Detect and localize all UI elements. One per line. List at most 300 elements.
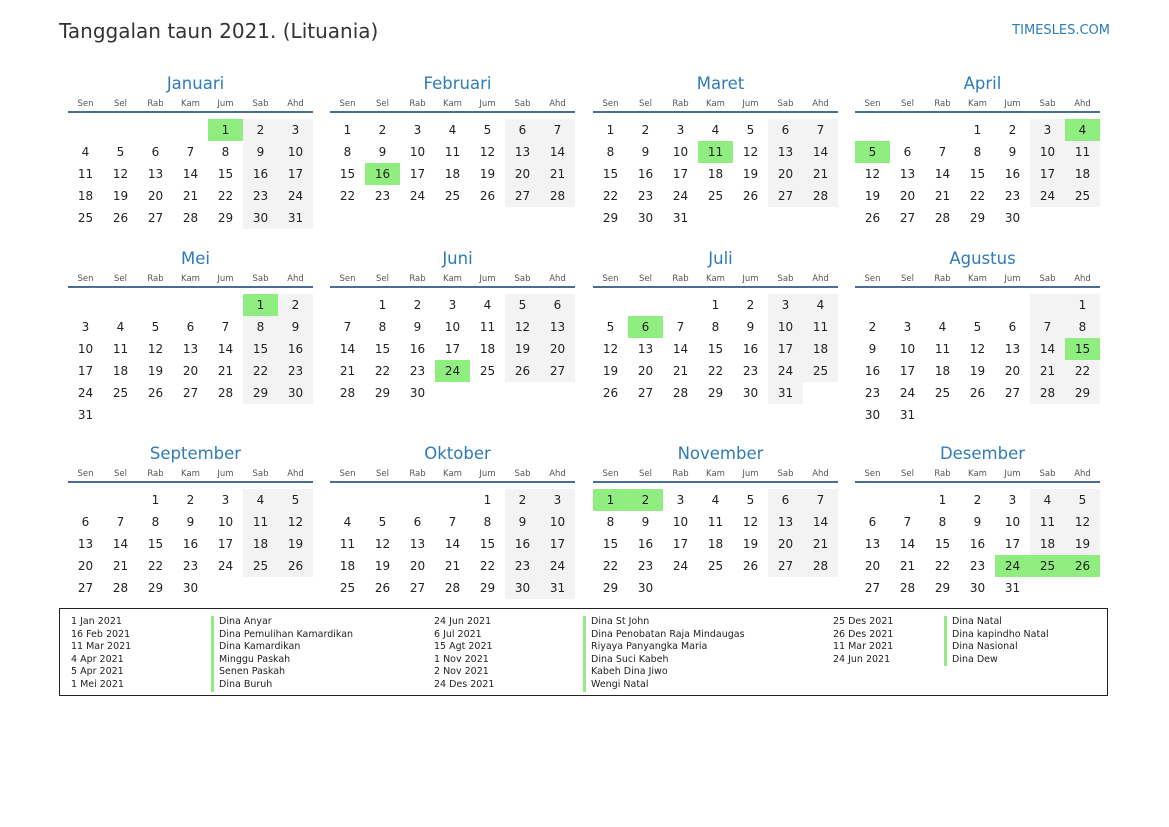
day-cell: 17 — [899, 364, 916, 378]
month-name: Januari — [166, 74, 225, 93]
day-cell: 25 — [934, 386, 951, 400]
day-cell: 1 — [973, 123, 982, 137]
day-cell: 11 — [243, 511, 278, 533]
weekday-header: Ahd — [803, 97, 838, 113]
weekday-header: Sel — [365, 467, 400, 483]
weekday-header: Ahd — [1065, 272, 1100, 288]
weekday-header: Ahd — [278, 467, 313, 483]
day-cell: 9 — [243, 141, 278, 163]
day-cell: 8 — [378, 320, 387, 334]
day-cell: 9 — [378, 145, 387, 159]
legend-holiday-name: Senen Paskah — [211, 666, 353, 679]
weekday-header: Rab — [138, 97, 173, 113]
day-cell: 13 — [768, 141, 803, 163]
day-cell: 27 — [409, 581, 426, 595]
site-link[interactable]: TIMESLES.COM — [1012, 23, 1110, 38]
day-cell: 27 — [540, 360, 575, 382]
weekday-header: Rab — [400, 467, 435, 483]
day-cell: 11 — [803, 316, 838, 338]
day-cell: 16 — [969, 537, 986, 551]
day-cell: 19 — [479, 167, 496, 181]
day-cell: 15 — [217, 167, 234, 181]
holiday-day: 1 — [593, 489, 628, 511]
day-cell: 10 — [768, 316, 803, 338]
day-cell: 23 — [969, 559, 986, 573]
empty-cell — [925, 294, 960, 316]
holiday-day: 15 — [1065, 338, 1100, 360]
month-name: Oktober — [424, 444, 491, 463]
weekday-header: Sab — [768, 272, 803, 288]
weekday-header: Rab — [663, 97, 698, 113]
day-cell: 2 — [973, 493, 982, 507]
weekday-header: Rab — [925, 272, 960, 288]
weekday-header: Sen — [68, 272, 103, 288]
weekday-header: Ahd — [803, 272, 838, 288]
day-cell: 26 — [112, 211, 129, 225]
day-cell: 6 — [186, 320, 195, 334]
empty-cell — [995, 294, 1030, 316]
empty-cell — [68, 489, 103, 511]
day-cell: 20 — [147, 189, 164, 203]
weekday-header: Sen — [330, 272, 365, 288]
day-cell: 1 — [938, 493, 947, 507]
day-cell: 10 — [409, 145, 426, 159]
day-cell: 12 — [1065, 511, 1100, 533]
day-cell: 24 — [768, 360, 803, 382]
day-cell: 5 — [973, 320, 982, 334]
day-cell: 18 — [444, 167, 461, 181]
day-cell: 10 — [77, 342, 94, 356]
day-cell: 14 — [339, 342, 356, 356]
legend-holiday-name: Dina Pemulihan Kamardikan — [211, 629, 353, 642]
holiday-day: 24 — [995, 555, 1030, 577]
legend-names-column — [583, 616, 745, 692]
day-cell: 5 — [746, 123, 755, 137]
holiday-legend — [59, 608, 1108, 696]
day-cell: 4 — [448, 123, 457, 137]
day-cell: 27 — [768, 555, 803, 577]
empty-cell — [68, 294, 103, 316]
day-cell: 24 — [278, 185, 313, 207]
day-cell: 25 — [77, 211, 94, 225]
day-cell: 18 — [77, 189, 94, 203]
empty-cell — [138, 119, 173, 141]
day-cell: 7 — [803, 119, 838, 141]
day-cell: 19 — [602, 364, 619, 378]
day-cell: 17 — [768, 338, 803, 360]
weekday-header: Sel — [103, 467, 138, 483]
legend-names-column — [211, 616, 353, 692]
day-cell: 3 — [221, 493, 230, 507]
day-cell: 2 — [1008, 123, 1017, 137]
month-name: Agustus — [949, 249, 1016, 268]
day-cell: 26 — [479, 189, 496, 203]
day-cell: 9 — [413, 320, 422, 334]
day-cell: 19 — [742, 537, 759, 551]
day-cell: 9 — [186, 515, 195, 529]
day-cell: 13 — [1004, 342, 1021, 356]
holiday-day: 11 — [698, 141, 733, 163]
empty-cell — [400, 489, 435, 511]
empty-cell — [593, 294, 628, 316]
weekday-header: Kam — [698, 272, 733, 288]
day-cell: 22 — [602, 559, 619, 573]
weekday-header: Sen — [330, 97, 365, 113]
weekday-header: Sen — [68, 97, 103, 113]
day-cell: 21 — [444, 559, 461, 573]
day-cell: 20 — [864, 559, 881, 573]
day-cell: 18 — [707, 537, 724, 551]
day-cell: 15 — [602, 537, 619, 551]
day-cell: 3 — [540, 489, 575, 511]
day-cell: 21 — [934, 189, 951, 203]
weekday-header: Ahd — [803, 467, 838, 483]
day-cell: 15 — [479, 537, 496, 551]
day-cell: 30 — [409, 386, 426, 400]
day-cell: 30 — [1004, 211, 1021, 225]
day-cell: 9 — [868, 342, 877, 356]
day-cell: 22 — [1065, 360, 1100, 382]
day-cell: 2 — [641, 123, 650, 137]
weekday-header: Sel — [890, 272, 925, 288]
day-cell: 12 — [147, 342, 164, 356]
day-cell: 17 — [1004, 537, 1021, 551]
day-cell: 26 — [602, 386, 619, 400]
holiday-day: 5 — [855, 141, 890, 163]
day-cell: 25 — [479, 364, 496, 378]
day-cell: 7 — [116, 515, 125, 529]
day-cell: 20 — [505, 163, 540, 185]
day-cell: 13 — [899, 167, 916, 181]
day-cell: 23 — [637, 189, 654, 203]
day-cell: 14 — [803, 511, 838, 533]
day-cell: 11 — [339, 537, 356, 551]
day-cell: 11 — [1065, 141, 1100, 163]
day-cell: 4 — [483, 298, 492, 312]
day-cell: 24 — [540, 555, 575, 577]
month-name: Desember — [939, 444, 1026, 463]
day-cell: 4 — [711, 123, 720, 137]
day-cell: 9 — [746, 320, 755, 334]
legend-holiday-name: Dina Penobatan Raja Mindaugas — [583, 629, 745, 642]
legend-holiday-name: Dina Suci Kabeh — [583, 654, 745, 667]
day-cell: 25 — [707, 559, 724, 573]
day-cell: 20 — [409, 559, 426, 573]
day-cell: 8 — [606, 515, 615, 529]
day-cell: 22 — [602, 189, 619, 203]
empty-cell — [208, 294, 243, 316]
day-cell: 13 — [505, 141, 540, 163]
weekday-header: Ahd — [540, 97, 575, 113]
day-cell: 20 — [1004, 364, 1021, 378]
month-februari — [330, 73, 575, 207]
weekday-header: Sel — [890, 467, 925, 483]
day-cell: 26 — [374, 581, 391, 595]
day-cell: 17 — [77, 364, 94, 378]
day-cell: 17 — [217, 537, 234, 551]
day-cell: 27 — [864, 581, 881, 595]
day-cell: 29 — [479, 581, 496, 595]
month-september — [68, 443, 313, 599]
day-cell: 20 — [768, 533, 803, 555]
day-cell: 5 — [151, 320, 160, 334]
day-cell: 28 — [1030, 382, 1065, 404]
legend-date: 11 Mar 2021 — [833, 641, 894, 653]
day-cell: 20 — [768, 163, 803, 185]
day-cell: 9 — [278, 316, 313, 338]
weekday-header: Sen — [855, 97, 890, 113]
legend-holiday-name: Riyaya Panyangka Maria — [583, 641, 745, 654]
day-cell: 8 — [483, 515, 492, 529]
legend-date: 1 Nov 2021 — [434, 653, 489, 665]
day-cell: 18 — [112, 364, 129, 378]
day-cell: 27 — [1004, 386, 1021, 400]
day-cell: 9 — [1008, 145, 1017, 159]
weekday-header: Jum — [733, 467, 768, 483]
weekday-header: Sab — [243, 97, 278, 113]
day-cell: 7 — [343, 320, 352, 334]
day-cell: 19 — [969, 364, 986, 378]
day-cell: 9 — [973, 515, 982, 529]
day-cell: 23 — [1004, 189, 1021, 203]
day-cell: 23 — [505, 555, 540, 577]
day-cell: 6 — [1008, 320, 1017, 334]
weekday-header: Jum — [470, 272, 505, 288]
day-cell: 30 — [505, 577, 540, 599]
empty-cell — [103, 119, 138, 141]
empty-cell — [855, 294, 890, 316]
weekday-header: Sel — [365, 272, 400, 288]
day-cell: 19 — [742, 167, 759, 181]
legend-date: 24 Jun 2021 — [833, 653, 891, 665]
weekday-header: Sab — [768, 467, 803, 483]
holiday-day: 26 — [1065, 555, 1100, 577]
day-cell: 31 — [672, 211, 689, 225]
legend-holiday-name: Dina Kamardikan — [211, 641, 353, 654]
day-cell: 12 — [602, 342, 619, 356]
day-cell: 7 — [1030, 316, 1065, 338]
day-cell: 10 — [278, 141, 313, 163]
weekday-header: Sel — [103, 272, 138, 288]
day-cell: 23 — [374, 189, 391, 203]
day-cell: 25 — [243, 555, 278, 577]
legend-date: 24 Des 2021 — [434, 678, 495, 690]
day-cell: 6 — [903, 145, 912, 159]
weekday-header: Jum — [733, 272, 768, 288]
weekday-header: Sab — [1030, 272, 1065, 288]
day-cell: 22 — [934, 559, 951, 573]
holiday-day: 25 — [1030, 555, 1065, 577]
legend-holiday-name: Dina Buruh — [211, 679, 353, 692]
day-cell: 1 — [606, 123, 615, 137]
day-cell: 6 — [540, 294, 575, 316]
day-cell: 29 — [969, 211, 986, 225]
weekday-header: Sel — [628, 97, 663, 113]
day-cell: 29 — [217, 211, 234, 225]
weekday-header: Kam — [698, 97, 733, 113]
month-desember — [855, 443, 1100, 599]
weekday-header: Jum — [470, 97, 505, 113]
day-cell: 4 — [243, 489, 278, 511]
weekday-header: Sab — [243, 272, 278, 288]
month-juni — [330, 248, 575, 404]
day-cell: 7 — [676, 320, 685, 334]
day-cell: 28 — [217, 386, 234, 400]
day-cell: 29 — [1065, 382, 1100, 404]
day-cell: 2 — [278, 294, 313, 316]
weekday-header: Sab — [505, 467, 540, 483]
day-cell: 29 — [707, 386, 724, 400]
day-cell: 17 — [540, 533, 575, 555]
holiday-day: 1 — [208, 119, 243, 141]
day-cell: 12 — [374, 537, 391, 551]
day-cell: 10 — [672, 145, 689, 159]
day-cell: 22 — [707, 364, 724, 378]
day-cell: 21 — [899, 559, 916, 573]
legend-date: 4 Apr 2021 — [71, 653, 124, 665]
holiday-day: 24 — [435, 360, 470, 382]
weekday-header: Sen — [855, 272, 890, 288]
weekday-header: Sel — [628, 467, 663, 483]
day-cell: 18 — [339, 559, 356, 573]
day-cell: 7 — [221, 320, 230, 334]
weekday-header: Rab — [925, 467, 960, 483]
weekday-header: Rab — [663, 272, 698, 288]
day-cell: 7 — [938, 145, 947, 159]
day-cell: 14 — [934, 167, 951, 181]
legend-holiday-name: Dina Dew — [944, 654, 1049, 667]
day-cell: 2 — [243, 119, 278, 141]
day-cell: 4 — [343, 515, 352, 529]
month-name: April — [963, 74, 1002, 93]
day-cell: 15 — [374, 342, 391, 356]
day-cell: 28 — [803, 555, 838, 577]
day-cell: 22 — [339, 189, 356, 203]
day-cell: 15 — [602, 167, 619, 181]
legend-holiday-name: Wengi Natal — [583, 679, 745, 692]
empty-cell — [855, 489, 890, 511]
day-cell: 12 — [864, 167, 881, 181]
day-cell: 29 — [147, 581, 164, 595]
day-cell: 11 — [77, 167, 94, 181]
month-januari — [68, 73, 313, 229]
day-cell: 2 — [186, 493, 195, 507]
weekday-header: Jum — [208, 467, 243, 483]
holiday-day: 2 — [628, 489, 663, 511]
day-cell: 30 — [864, 408, 881, 422]
day-cell: 4 — [116, 320, 125, 334]
day-cell: 16 — [637, 167, 654, 181]
month-mei — [68, 248, 313, 426]
day-cell: 8 — [1065, 316, 1100, 338]
day-cell: 17 — [1030, 163, 1065, 185]
day-cell: 23 — [864, 386, 881, 400]
day-cell: 14 — [540, 141, 575, 163]
day-cell: 15 — [969, 167, 986, 181]
month-name: Maret — [696, 74, 745, 93]
empty-cell — [173, 294, 208, 316]
weekday-header: Kam — [435, 272, 470, 288]
day-cell: 25 — [707, 189, 724, 203]
day-cell: 8 — [711, 320, 720, 334]
month-name: September — [149, 444, 242, 463]
month-november — [593, 443, 838, 599]
day-cell: 25 — [112, 386, 129, 400]
day-cell: 18 — [479, 342, 496, 356]
day-cell: 25 — [444, 189, 461, 203]
day-cell: 5 — [378, 515, 387, 529]
day-cell: 16 — [243, 163, 278, 185]
day-cell: 6 — [768, 119, 803, 141]
weekday-header: Kam — [173, 97, 208, 113]
legend-date: 1 Jan 2021 — [71, 616, 122, 627]
day-cell: 29 — [934, 581, 951, 595]
day-cell: 27 — [637, 386, 654, 400]
holiday-day: 6 — [628, 316, 663, 338]
weekday-header: Kam — [698, 467, 733, 483]
day-cell: 17 — [444, 342, 461, 356]
day-cell: 1 — [151, 493, 160, 507]
empty-cell — [173, 119, 208, 141]
legend-holiday-name: Dina St John — [583, 616, 745, 629]
empty-cell — [330, 489, 365, 511]
day-cell: 19 — [1065, 533, 1100, 555]
day-cell: 8 — [343, 145, 352, 159]
day-cell: 23 — [182, 559, 199, 573]
day-cell: 2 — [505, 489, 540, 511]
day-cell: 16 — [182, 537, 199, 551]
day-cell: 2 — [746, 298, 755, 312]
weekday-header: Kam — [960, 467, 995, 483]
weekday-header: Sen — [330, 467, 365, 483]
weekday-header: Sab — [1030, 97, 1065, 113]
day-cell: 10 — [672, 515, 689, 529]
day-cell: 26 — [505, 360, 540, 382]
day-cell: 14 — [444, 537, 461, 551]
weekday-header: Sab — [505, 272, 540, 288]
empty-cell — [890, 294, 925, 316]
day-cell: 11 — [479, 320, 496, 334]
day-cell: 26 — [147, 386, 164, 400]
month-agustus — [855, 248, 1100, 426]
day-cell: 6 — [868, 515, 877, 529]
weekday-header: Sen — [593, 97, 628, 113]
day-cell: 27 — [899, 211, 916, 225]
day-cell: 14 — [112, 537, 129, 551]
day-cell: 3 — [768, 294, 803, 316]
weekday-header: Sel — [103, 97, 138, 113]
day-cell: 13 — [182, 342, 199, 356]
day-cell: 29 — [602, 581, 619, 595]
day-cell: 20 — [77, 559, 94, 573]
day-cell: 3 — [81, 320, 90, 334]
weekday-header: Jum — [995, 272, 1030, 288]
legend-dates-column — [434, 616, 494, 692]
weekday-header: Ahd — [540, 467, 575, 483]
day-cell: 21 — [339, 364, 356, 378]
day-cell: 15 — [243, 338, 278, 360]
month-name: Juni — [442, 249, 473, 268]
weekday-header: Sab — [1030, 467, 1065, 483]
day-cell: 29 — [374, 386, 391, 400]
legend-holiday-name: Dina Natal — [944, 616, 1049, 629]
day-cell: 12 — [505, 316, 540, 338]
empty-cell — [890, 489, 925, 511]
empty-cell — [68, 119, 103, 141]
day-cell: 31 — [77, 408, 94, 422]
month-name: November — [677, 444, 764, 463]
day-cell: 10 — [1030, 141, 1065, 163]
